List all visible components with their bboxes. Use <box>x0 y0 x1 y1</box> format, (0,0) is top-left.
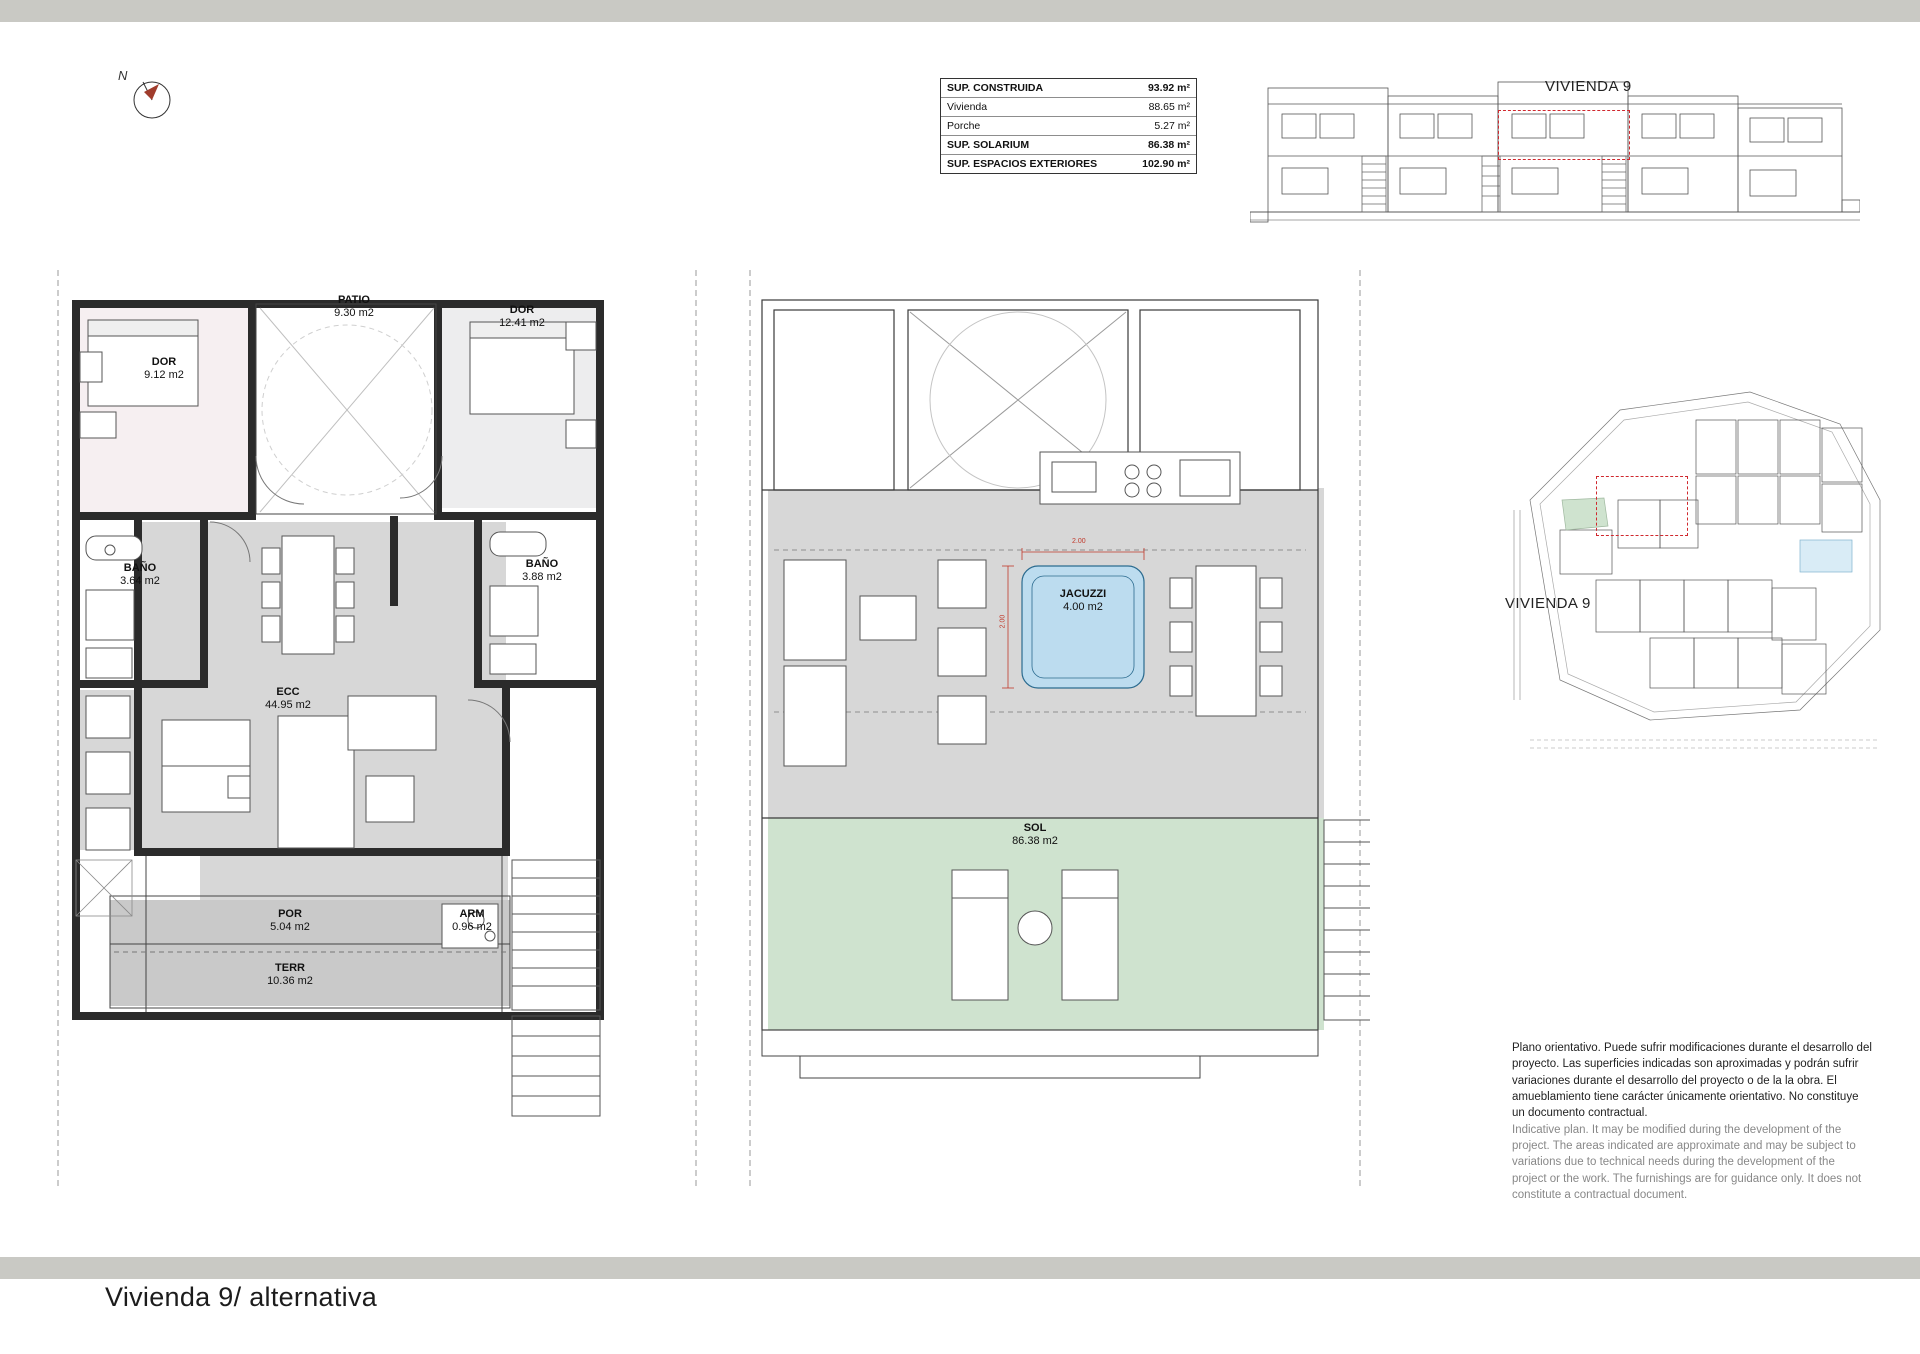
area-label: SUP. ESPACIOS EXTERIORES <box>947 158 1098 170</box>
siteplan-label: VIVIENDA 9 <box>1505 595 1591 612</box>
room-label-patio <box>294 294 414 320</box>
room-area: 5.04 m2 <box>270 921 310 934</box>
bottom-band <box>0 1257 1920 1279</box>
room-name: POR <box>278 908 302 920</box>
room-label-bano-2 <box>482 558 602 584</box>
room-label-sol <box>980 822 1090 848</box>
compass-rose <box>118 68 188 128</box>
room-label-terr <box>230 962 350 988</box>
disclaimer-es: Plano orientativo. Puede sufrir modificaciones durante el desarrollo del proyecto. Las superficies indicadas son aproximadas y podrán sufrir variaciones durante el desarrollo del proyecto o de la la obra. El amueblamiento tiene carácter únicamente orientativo. No constituye un documento contractual. <box>1512 1042 1872 1120</box>
room-area: 86.38 m2 <box>1012 835 1058 848</box>
area-label: Porche <box>941 117 1127 136</box>
siteplan-highlight-box <box>1596 476 1688 536</box>
table-row <box>941 98 1196 117</box>
area-value: 86.38 m² <box>1127 136 1196 155</box>
area-value: 5.27 m² <box>1127 117 1196 136</box>
top-band <box>0 0 1920 22</box>
room-name: JACUZZI <box>1059 588 1107 600</box>
jacuzzi-dim-height: 2.00 <box>999 614 1007 629</box>
room-area: 0.96 m2 <box>452 921 492 934</box>
page-title: Vivienda 9/ alternativa <box>105 1282 378 1312</box>
room-area: 9.30 m2 <box>334 307 374 320</box>
area-value: 93.92 m² <box>1127 79 1196 98</box>
solarium-floor-plan <box>740 260 1370 1200</box>
room-label-jacuzzi <box>1028 588 1138 614</box>
jacuzzi-dim-width: 2.00 <box>1072 538 1086 545</box>
area-value: 102.90 m² <box>1142 158 1190 170</box>
room-label-arm <box>432 908 512 934</box>
elevation-thumbnail <box>1250 60 1860 240</box>
table-row <box>941 136 1196 155</box>
room-area: 3.88 m2 <box>522 571 562 584</box>
disclaimer-text <box>1512 1040 1872 1203</box>
room-label-bano-1 <box>80 562 200 588</box>
room-name: BAÑO <box>525 558 559 570</box>
room-label-dor-1 <box>104 356 224 382</box>
room-name: BAÑO <box>123 562 157 574</box>
room-area: 12.41 m2 <box>499 317 545 330</box>
elevation-highlight-box <box>1498 110 1630 160</box>
ground-floor-plan <box>50 260 710 1200</box>
room-label-dor-2 <box>462 304 582 330</box>
room-area: 9.12 m2 <box>144 369 184 382</box>
area-label: SUP. SOLARIUM <box>941 136 1127 155</box>
elevation-title: VIVIENDA 9 <box>1545 78 1632 95</box>
area-value: 88.65 m² <box>1127 98 1196 117</box>
area-label: SUP. CONSTRUIDA <box>941 79 1127 98</box>
room-name: TERR <box>275 962 305 974</box>
table-row <box>941 79 1196 98</box>
area-label: Vivienda <box>941 98 1127 117</box>
room-area: 4.00 m2 <box>1063 601 1103 614</box>
area-table-body <box>941 79 1196 173</box>
room-label-ecc <box>228 686 348 712</box>
table-row <box>941 117 1196 136</box>
room-area: 3.64 m2 <box>120 575 160 588</box>
disclaimer-en: Indicative plan. It may be modified during the development of the project. The areas indicated are approximate and may be subject to variations due to technical needs during the development of the project or the work. The furnishings are for guidance only. It does not constitute a contractual document. <box>1512 1123 1862 1201</box>
room-name: SOL <box>1023 822 1047 834</box>
room-area: 44.95 m2 <box>265 699 311 712</box>
room-name: ECC <box>276 686 300 698</box>
room-area: 10.36 m2 <box>267 975 313 988</box>
room-name: ARM <box>459 908 485 920</box>
room-name: PATIO <box>338 294 370 306</box>
room-label-por <box>230 908 350 934</box>
compass-north-label: N <box>118 68 128 83</box>
table-row <box>941 155 1196 174</box>
area-summary-table <box>940 78 1197 174</box>
room-name: DOR <box>509 304 535 316</box>
site-plan <box>1500 380 1900 770</box>
room-name: DOR <box>151 356 177 368</box>
